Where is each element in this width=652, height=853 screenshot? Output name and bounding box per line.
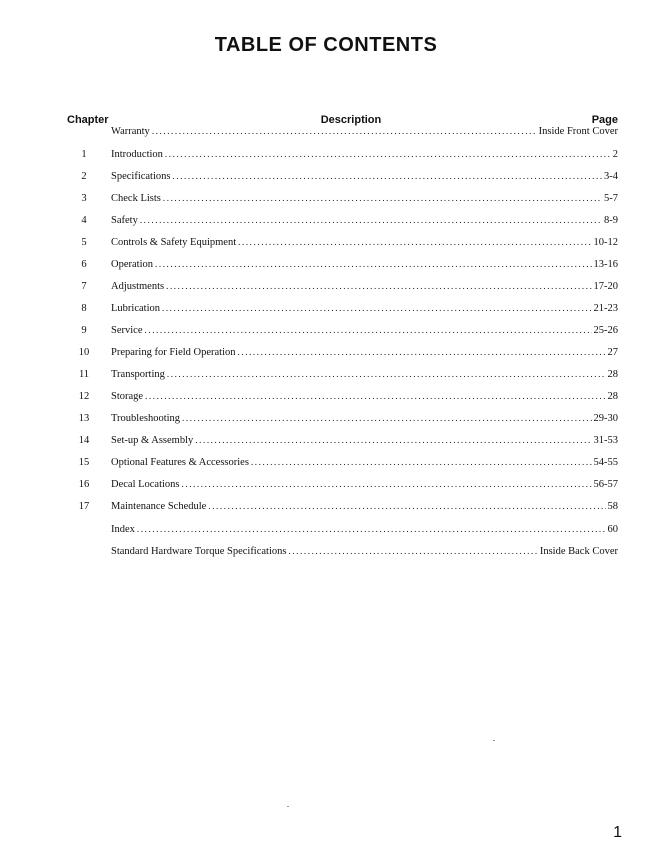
toc-entry	[0, 347, 652, 361]
entry-description: Lubrication	[111, 303, 160, 314]
entry-page: 25-26	[593, 325, 618, 336]
entry-page: 8-9	[604, 215, 618, 226]
chapter-number: 17	[78, 501, 90, 512]
entry-page: 31-53	[593, 435, 618, 446]
entry-page: 2	[612, 149, 618, 160]
scan-speck	[493, 740, 495, 741]
dot-leader	[172, 171, 602, 181]
entry-page: 60	[607, 524, 618, 535]
toc-entry	[0, 524, 652, 538]
chapter-number: 12	[78, 391, 90, 402]
description-column-header: Description	[320, 114, 382, 126]
entry-page: 28	[607, 369, 618, 380]
entry-page: 54-55	[593, 457, 618, 468]
entry-description: Check Lists	[111, 193, 161, 204]
chapter-number: 9	[81, 325, 87, 336]
entry-description: Preparing for Field Operation	[111, 347, 236, 358]
toc-entry	[0, 391, 652, 405]
entry-page: 28	[607, 391, 618, 402]
toc-entry	[0, 171, 652, 185]
entry-description: Transporting	[111, 369, 165, 380]
chapter-number: 6	[81, 259, 87, 270]
chapter-number: 3	[81, 193, 87, 204]
toc-entry	[0, 325, 652, 339]
toc-entry	[0, 237, 652, 251]
entry-description: Index	[111, 524, 135, 535]
entry-description: Maintenance Schedule	[111, 501, 207, 512]
dot-leader	[145, 391, 605, 401]
dot-leader	[288, 546, 537, 556]
dot-leader	[238, 347, 606, 357]
entry-page: 58	[607, 501, 618, 512]
toc-entry	[0, 281, 652, 295]
entry-page: Inside Back Cover	[539, 546, 618, 557]
dot-leader	[162, 303, 592, 313]
chapter-number: 11	[78, 369, 90, 380]
dot-leader	[140, 215, 602, 225]
toc-entry	[0, 435, 652, 449]
entry-description: Introduction	[111, 149, 163, 160]
entry-description: Storage	[111, 391, 144, 402]
chapter-number: 15	[78, 457, 90, 468]
scan-speck	[287, 806, 289, 807]
chapter-number: 5	[81, 237, 87, 248]
entry-page: 27	[607, 347, 618, 358]
dot-leader	[182, 413, 591, 423]
entry-description: Controls & Safety Equipment	[111, 237, 237, 248]
entry-page: 3-4	[604, 171, 618, 182]
chapter-number: 14	[78, 435, 90, 446]
dot-leader	[195, 435, 591, 445]
entry-description: Set-up & Assembly	[111, 435, 194, 446]
chapter-number: 8	[81, 303, 87, 314]
toc-entry	[0, 413, 652, 427]
entry-page: 5-7	[604, 193, 618, 204]
entry-description: Decal Locations	[111, 479, 180, 490]
entry-description: Operation	[111, 259, 153, 270]
chapter-number: 16	[78, 479, 90, 490]
dot-leader	[238, 237, 591, 247]
toc-entry	[0, 457, 652, 471]
chapter-column-header: Chapter	[67, 114, 109, 126]
toc-entry	[0, 303, 652, 317]
chapter-number: 1	[81, 149, 87, 160]
entry-description: Optional Features & Accessories	[111, 457, 249, 468]
toc-entry	[0, 259, 652, 273]
chapter-number: 7	[81, 281, 87, 292]
entry-description: Adjustments	[111, 281, 165, 292]
dot-leader	[145, 325, 592, 335]
entry-description: Specifications	[111, 171, 171, 182]
entry-page: Inside Front Cover	[538, 126, 618, 137]
chapter-number: 2	[81, 171, 87, 182]
toc-entry	[0, 369, 652, 383]
entry-description: Service	[111, 325, 143, 336]
dot-leader	[137, 524, 606, 534]
dot-leader	[166, 281, 591, 291]
entry-description: Standard Hardware Torque Specifications	[111, 546, 287, 557]
chapter-number: 4	[81, 215, 87, 226]
dot-leader	[155, 259, 592, 269]
page-number: 1	[613, 824, 622, 841]
toc-entry	[0, 501, 652, 515]
entry-page: 56-57	[593, 479, 618, 490]
chapter-number: 10	[78, 347, 90, 358]
dot-leader	[163, 193, 602, 203]
entry-page: 10-12	[593, 237, 618, 248]
dot-leader	[208, 501, 605, 511]
entry-page: 29-30	[593, 413, 618, 424]
entry-page: 21-23	[593, 303, 618, 314]
dot-leader	[152, 126, 537, 136]
entry-description: Troubleshooting	[111, 413, 181, 424]
dot-leader	[167, 369, 606, 379]
dot-leader	[182, 479, 592, 489]
entry-page: 17-20	[593, 281, 618, 292]
toc-entry	[0, 546, 652, 560]
dot-leader	[251, 457, 592, 467]
toc-entry	[0, 479, 652, 493]
entry-page: 13-16	[593, 259, 618, 270]
dot-leader	[165, 149, 611, 159]
page-column-header: Page	[591, 114, 618, 126]
entry-description: Safety	[111, 215, 138, 226]
entry-description: Warranty	[111, 126, 150, 137]
chapter-number: 13	[78, 413, 90, 424]
toc-entry	[0, 126, 652, 140]
toc-entry	[0, 149, 652, 163]
toc-entry	[0, 193, 652, 207]
page-title: TABLE OF CONTENTS	[214, 34, 438, 56]
toc-entry	[0, 215, 652, 229]
